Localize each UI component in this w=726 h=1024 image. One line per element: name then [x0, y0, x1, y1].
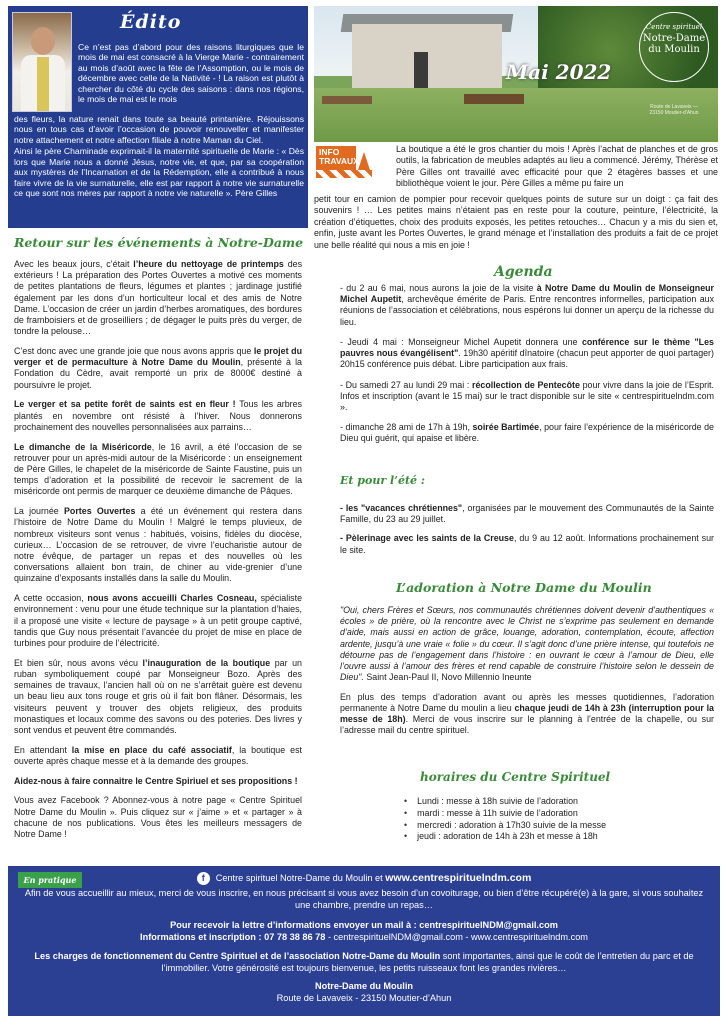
agenda-column: [340, 283, 714, 454]
retour-paragraph: C’est donc avec une grande joie que nous avons appris que le projet du verger et de permaculture à Notre Dame du Moulin, présenté à la Fondation du Cèdre, avait remporté un prix de 8000€ destiné à poursuivre le projet.: [14, 346, 302, 390]
badge-line-2: TRAVAUX: [319, 155, 359, 166]
ete-heading: Et pour l’été :: [340, 474, 425, 487]
footer-donation-text: Les charges de fonctionnement du Centre Spirituel et de l’association Notre-Dame du Moulin sont importantes, ainsi que le coût de l’entretien du parc et de l’immobilier. Votre générosité est toujours bienvenue, les petits ruisseaux font les grandes rivières…: [34, 951, 694, 974]
footer-contact-line: Informations et inscription : 07 78 38 86 78 - centrespirituelNDM@gmail.com - www.centrespirituelndm.com: [140, 931, 588, 942]
agenda-item: - Jeudi 4 mai : Monseigneur Michel Aupetit donnera une conférence sur le thème "Les pauvres nous évangélisent". 19h30 apéritif dînatoire (chacun peut apporter de quoi partager) 20h15 conférence puis débat. Libre participation aux frais.: [340, 336, 714, 370]
retour-paragraph: La journée Portes Ouvertes a été un événement qui restera dans l’histoire de Notre Dame du Moulin ! Malgré le temps pluvieux, de nombreux visiteurs sont venus : habitués, voisins, fidèles du diocèse, curieux… L’occasion de se retrouver, de vivre l’eucharistie autour de notre évêque, de partager un repas et des nouvelles où les conversations allaient bon train, de chiner au vide-grenier d’une quinzaine d’exposants installés dans la salle du Moulin.: [14, 506, 302, 584]
footer-address-street: Route de Lavaveix - 23150 Moutier-d’Ahun: [276, 993, 452, 1004]
retour-callout: Aidez-nous à faire connaitre le Centre Spiriuel et ses propositions !: [14, 775, 298, 786]
edito-box: [8, 6, 308, 228]
agenda-item: - Du samedi 27 au lundi 29 mai : récollection de Pentecôte pour vivre dans la joie de l’Esprit. Infos et inscription (avant le 15 mai) sur le tract disponible sur le site « centrespirituelndm.com ».: [340, 379, 714, 412]
retour-paragraph: Le verger et sa petite forêt de saints est en fleur ! Tous les arbres plantés en novembre ont résisté à l’hiver. Nous donnerons prochainement des nouvelles personnalisées aux parrains…: [14, 399, 302, 432]
adoration-column: [340, 605, 714, 744]
footer-accueil-text: Afin de vous accueillir au mieux, merci de vous inscrire, en nous précisant si vous avez besoin d’un covoiturage, ou bien d’être récupéré(e) à la gare, si vous souhaitez une chambre, prendre un repas…: [24, 887, 704, 910]
edito-paragraph-2: des fleurs, la nature renait dans toute sa beauté printanière. Réjouissons nous en tous cas d’avoir l’occasion de pouvoir renouveller et manifester notre attachement et notre affection filiale à notre Maman du Ciel.: [14, 114, 304, 145]
retour-paragraph: Le dimanche de la Miséricorde, le 16 avril, a été l’occasion de se retrouver pour un après-midi autour de la Miséricorde : un enseignement de Père Gilles, le chapelet de la miséricorde de Sainte Faustine, puis un temps d’adoration et la possibilité de recevoir le sacrement de la miséricorde ont permis de marquer ce deuxième dimanche de Pâques.: [14, 441, 302, 497]
horaire-item: • jeudi : adoration de 14h à 23h et messe à 18h: [404, 831, 704, 843]
photo-door: [414, 52, 428, 88]
logo-line-2: Notre-Dame du Moulin: [642, 32, 706, 56]
adoration-paragraph: En plus des temps d’adoration avant ou après les messes quotidiennes, l’adoration permanente à Notre Dame du moulin a lieu chaque jeudi de 14h à 23h (interruption pour la messe de 18h). Merci de vous inscrire sur le planning à l’entrée de la chapelle, ou sur l’adresse mail du centre spirituel.: [340, 691, 714, 736]
horaires-heading: horaires du Centre Spirituel: [420, 770, 611, 784]
travaux-text-1: La boutique a été le gros chantier du mois ! Après l’achat de planches et de gros outils, la fabrication de meubles adaptés au lieu a commencé. Jérémy, Thérèse et Père Gilles ont travaillé avec efficacité pour que 2 étagères basses et une bibliothèque voient le jour. Père Gilles a même pu faire un: [396, 144, 718, 189]
logo-subtext: Route de Lavaveix — 23150 Moutier-d'Ahun: [649, 104, 699, 116]
info-travaux-label: [316, 146, 359, 170]
horaire-item: • mercredi : adoration à 17h30 suivie de la messe: [404, 820, 704, 832]
facebook-icon[interactable]: f: [197, 872, 210, 885]
agenda-item: - du 2 au 6 mai, nous aurons la joie de la visite à Notre Dame du Moulin de Monseigneur Michel Aupetit, archevêque émérite de Paris. Entre rencontres informelles, participation aux réunions de l’association et célébrations, nous espérons lui donner un aperçu de la richesse du lieu.: [340, 283, 715, 327]
adoration-quote: "Oui, chers Frères et Sœurs, nos communautés chrétiennes doivent devenir d’authentiques « écoles » de prière, où la rencontre avec le Christ ne s’exprime pas seulement en demande d’aide, mais aussi en action de grâce, louange, adoration, contemplation, écoute, affection ardente, jusqu’à une vraie « folie » du cœur. Il s’agit donc d’une prière intense, qui toutefois ne détourne pas de l’engagement dans l’histoire : en ouvrant le cœur à l’amour de Dieu, elle l’ouvre aussi à l’amour des frères et rend capable de construire l’histoire selon le dessein de Dieu". Saint Jean-Paul II, Novo Millennio Ineunte: [340, 605, 714, 683]
retour-column: [14, 259, 302, 849]
edito-paragraph-3: Ainsi le père Chaminade exprimait-il la maternité spirituelle de Marie : « Dès lors que Marie nous a donné Jésus, notre vie, et que, par sa coopération aux mystères de l’Incarnation et de la Rédemption, elle a contribué à nous faire vivre de la vie surnaturelle, elle est par rapport à notre vie surnaturelle ce que sont nos mères par rapport à notre vie naturelle ». Père Gilles: [14, 146, 304, 199]
retour-paragraph: A cette occasion, nous avons accueilli Charles Cosneau, spécialiste environnement : venu pour une étude technique sur la plantation d’haies, il a proposé une visite « lecture de paysage » à un petit groupe captivé, tandis que Guy nous présentait l’avancée du projet de mise en place de turbines pour produire de l’électricité.: [14, 593, 303, 649]
retour-paragraph: Avec les beaux jours, c’était l’heure du nettoyage de printemps des extérieurs ! La préparation des Portes Ouvertes a motivé ces moments de petites plantations de fleurs, légumes et plantes ; jardinage justifié également par les dons d’un horticulteur local et des amis de Notre Dame. L’occasion de créer un jardin d’herbes aromatiques, des bordures de framboisiers et de groseilliers ; de dégager le puits près du verger, de tondre la pelouse…: [14, 259, 303, 337]
info-travaux-badge: [316, 146, 374, 180]
issue-month: Mai 2022: [506, 60, 612, 84]
travaux-text-2: petit tour en camion de pompier pour recevoir quelques points de suture sur un doigt : ça fait des souvenirs ! … Les petites mains n’étaient pas en reste pour la couture, peinture, l’électricité, la création d’étiquettes, choix des produits exposés, les petites retouches… Chacun y a mis du sien et, enfin, juste avant les Portes Ouvertes, le grand ménage et l’installation des produits a fait de ce projet une belle réalité qui nous a mis en joie !: [314, 194, 718, 250]
priest-photo: [12, 12, 72, 112]
edito-paragraph-1: Ce n’est pas d’abord pour des raisons liturgiques que le mois de mai est consacré à la Vierge Marie - contrairement au mois d’août avec la fête de l’Assomption, ou le mois de décembre avec celle de la Nativité - ! La raison est plutôt à chercher du côté du cycle des saisons : dans nos régions, le mois de mai est le mois: [78, 42, 304, 105]
retour-paragraph: En attendant la mise en place du café associatif, la boutique est ouverte après chaque messe et à la demande des groupes.: [14, 744, 302, 767]
retour-facebook-paragraph: Vous avez Facebook ? Abonnez-vous à notre page « Centre Spirituel Notre Dame du Moulin ». Puis cliquez sur « j’aime » et « partager » à chacune de nos publications. Vous êtes les meilleurs messagers de Notre Dame !: [14, 795, 302, 840]
traffic-cone-icon: [358, 152, 370, 170]
agenda-item: - dimanche 28 ami de 17h à 19h, soirée Bartimée, pour faire l’expérience de la miséricorde de Dieu qui guérit, qui apaise et libère.: [340, 422, 714, 444]
edito-continuation: [14, 114, 304, 200]
retour-heading: Retour sur les événements à Notre-Dame: [14, 235, 304, 250]
ete-column: [340, 503, 714, 564]
website-link[interactable]: www.centrespirituelndm.com: [385, 872, 532, 884]
footer-facebook-line: [8, 872, 720, 886]
priest-stole: [37, 57, 49, 111]
footer-address-name: Notre-Dame du Moulin: [315, 981, 413, 992]
photo-bench: [464, 94, 524, 104]
header-photo: [314, 6, 718, 142]
photo-bench-2: [322, 96, 372, 104]
agenda-heading: Agenda: [494, 264, 553, 280]
adoration-heading: L’adoration à Notre Dame du Moulin: [396, 580, 652, 595]
logo-line-1: Centre spirituel: [645, 23, 703, 31]
edito-title: Édito: [120, 11, 182, 33]
badge-line-1: INFO: [319, 147, 340, 157]
horaire-item: • Lundi : messe à 18h suivie de l’adoration: [404, 796, 704, 808]
horaires-list: [404, 796, 704, 843]
barrier-stripes-icon: [316, 170, 372, 178]
ete-item: - les "vacances chrétiennes", organisées par le mouvement des Communautés de la Sainte Famille, du 23 au 29 juillet.: [340, 503, 714, 525]
ete-item: - Pèlerinage avec les saints de la Creuse, du 9 au 12 août. Informations prochainement sur le site.: [340, 533, 714, 555]
en-pratique-badge: En pratique: [18, 872, 82, 888]
priest-head: [31, 27, 55, 55]
retour-paragraph: Et bien sûr, nous avons vécu l’inauguration de la boutique par un ruban symboliquement coupé par Monseigneur Bozo. Après des semaines de travaux, l’ancien hall où on ne s’arrêtait guère est devenu un beau lieu aux tons rouge et gris où il fait bon flâner. Désormais, les visiteurs peuvent y trouver des objets religieux, des produits monastiques et locaux comme des savons ou des poteries. Des livres y sont vendus et peuvent être commandés.: [14, 657, 302, 736]
phone-number[interactable]: 07 78 38 86 78: [264, 931, 326, 942]
centre-logo: [639, 12, 709, 82]
horaire-item: • mardi : messe à 11h suivie de l’adoration: [404, 808, 704, 820]
footer-newsletter-line: Pour recevoir la lettre d’informations envoyer un mail à : centrespirituelNDM@gmail.com: [170, 919, 558, 930]
facebook-page-name: Centre spirituel Notre-Dame du Moulin et: [215, 873, 386, 883]
footer-practical-info: [8, 866, 720, 1016]
